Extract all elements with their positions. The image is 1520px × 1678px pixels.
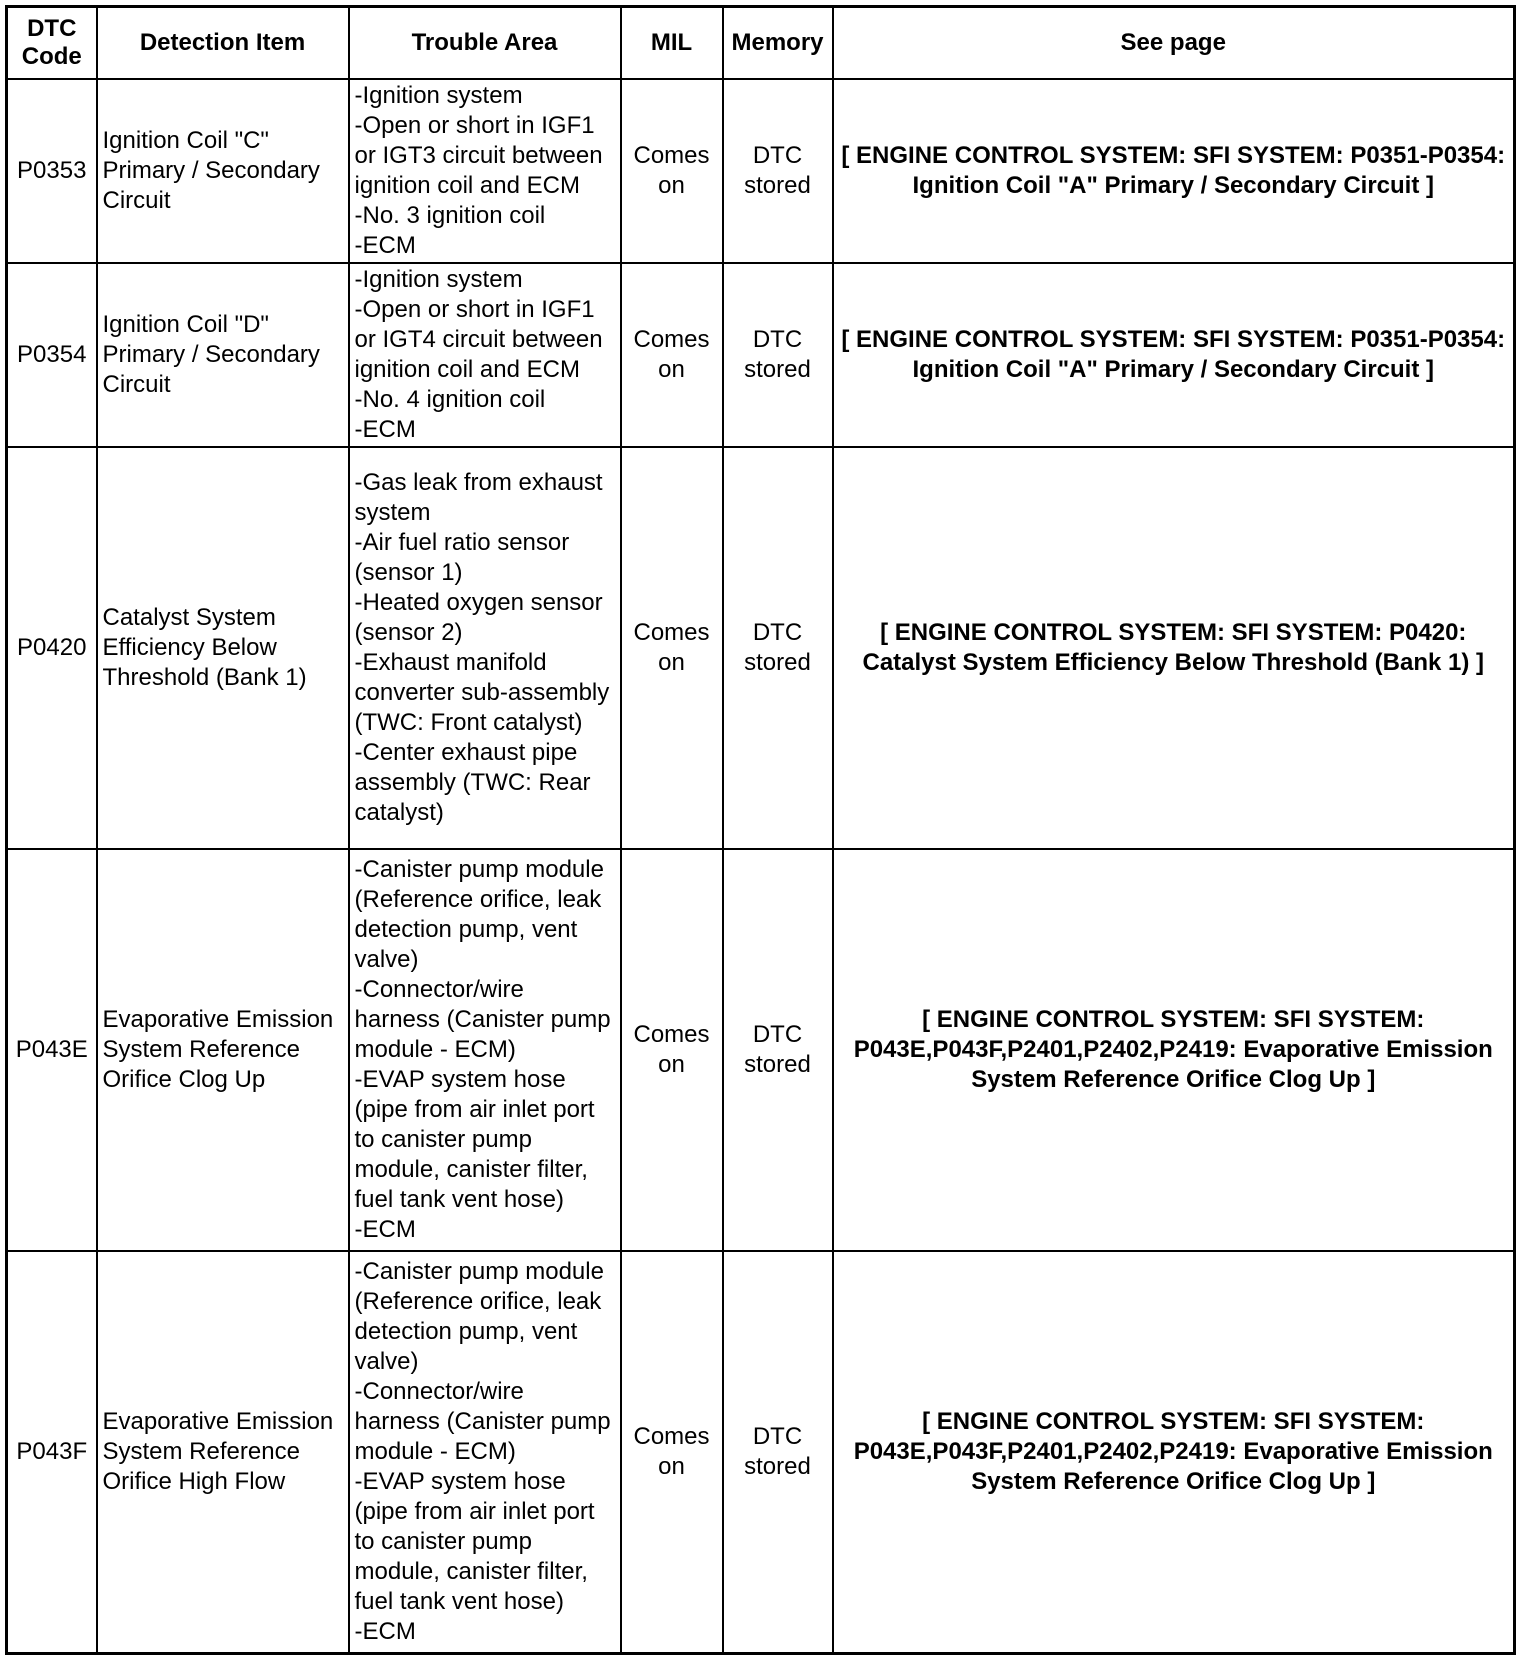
trouble-area bbox=[349, 79, 621, 263]
dtc-code: P0420 bbox=[7, 447, 97, 849]
see-page-link[interactable]: [ ENGINE CONTROL SYSTEM: SFI SYSTEM: P0351-P0354: Ignition Coil "A" Primary / Secondary Circuit ] bbox=[833, 263, 1515, 447]
detection-item: Catalyst System Efficiency Below Threshold (Bank 1) bbox=[97, 447, 349, 849]
trouble-line: -Connector/wire harness (Canister pump module - ECM) bbox=[354, 1378, 611, 1465]
header-memory: Memory bbox=[723, 7, 833, 80]
dtc-code: P0354 bbox=[7, 263, 97, 447]
trouble-line: -EVAP system hose (pipe from air inlet port to canister pump module, canister filter, fuel tank vent hose) bbox=[354, 1066, 595, 1213]
trouble-line: -Exhaust manifold converter sub-assembly (TWC: Front catalyst) bbox=[354, 649, 610, 736]
trouble-line: -EVAP system hose (pipe from air inlet port to canister pump module, canister filter, fuel tank vent hose) bbox=[354, 1468, 595, 1615]
table-row bbox=[7, 263, 1515, 447]
trouble-line: -Ignition system bbox=[354, 82, 523, 109]
trouble-line: -Ignition system bbox=[354, 266, 523, 293]
detection-item: Evaporative Emission System Reference Orifice High Flow bbox=[97, 1251, 349, 1654]
memory-status: DTC stored bbox=[723, 263, 833, 447]
see-page-link[interactable]: [ ENGINE CONTROL SYSTEM: SFI SYSTEM: P0420: Catalyst System Efficiency Below Threshold (Bank 1) ] bbox=[833, 447, 1515, 849]
memory-status: DTC stored bbox=[723, 447, 833, 849]
trouble-line: -No. 4 ignition coil bbox=[354, 386, 546, 413]
trouble-line: -Center exhaust pipe assembly (TWC: Rear catalyst) bbox=[354, 739, 591, 826]
header-trouble-area: Trouble Area bbox=[349, 7, 621, 80]
trouble-line: -Open or short in IGF1 or IGT3 circuit between ignition coil and ECM bbox=[354, 112, 603, 199]
dtc-table bbox=[5, 5, 1516, 1655]
trouble-line: -Air fuel ratio sensor (sensor 1) bbox=[354, 529, 570, 586]
trouble-line: -ECM bbox=[354, 416, 416, 443]
header-detection-item: Detection Item bbox=[97, 7, 349, 80]
dtc-code: P0353 bbox=[7, 79, 97, 263]
memory-status: DTC stored bbox=[723, 1251, 833, 1654]
trouble-line: -Open or short in IGF1 or IGT4 circuit between ignition coil and ECM bbox=[354, 296, 603, 383]
trouble-area bbox=[349, 1251, 621, 1654]
trouble-line: -ECM bbox=[354, 1618, 416, 1645]
trouble-area bbox=[349, 263, 621, 447]
detection-item: Evaporative Emission System Reference Orifice Clog Up bbox=[97, 849, 349, 1251]
trouble-area bbox=[349, 849, 621, 1251]
trouble-line: -No. 3 ignition coil bbox=[354, 202, 546, 229]
detection-item: Ignition Coil "C" Primary / Secondary Circuit bbox=[97, 79, 349, 263]
table-row bbox=[7, 1251, 1515, 1654]
trouble-line: -Connector/wire harness (Canister pump module - ECM) bbox=[354, 976, 611, 1063]
trouble-line: -Heated oxygen sensor (sensor 2) bbox=[354, 589, 603, 646]
detection-item: Ignition Coil "D" Primary / Secondary Circuit bbox=[97, 263, 349, 447]
see-page-link[interactable]: [ ENGINE CONTROL SYSTEM: SFI SYSTEM: P0351-P0354: Ignition Coil "A" Primary / Secondary Circuit ] bbox=[833, 79, 1515, 263]
header-dtc-code: DTC Code bbox=[7, 7, 97, 80]
trouble-line: -ECM bbox=[354, 1216, 416, 1243]
mil-status: Comes on bbox=[621, 1251, 723, 1654]
see-page-link[interactable]: [ ENGINE CONTROL SYSTEM: SFI SYSTEM: P043E,P043F,P2401,P2402,P2419: Evaporative Emission System Reference Orifice Clog Up ] bbox=[833, 849, 1515, 1251]
mil-status: Comes on bbox=[621, 79, 723, 263]
table-row bbox=[7, 79, 1515, 263]
table-row bbox=[7, 849, 1515, 1251]
mil-status: Comes on bbox=[621, 263, 723, 447]
trouble-line: -Canister pump module (Reference orifice, leak detection pump, vent valve) bbox=[354, 856, 604, 973]
mil-status: Comes on bbox=[621, 849, 723, 1251]
header-mil: MIL bbox=[621, 7, 723, 80]
mil-status: Comes on bbox=[621, 447, 723, 849]
trouble-line: -ECM bbox=[354, 232, 416, 259]
header-see-page: See page bbox=[833, 7, 1515, 80]
dtc-code: P043F bbox=[7, 1251, 97, 1654]
trouble-line: -Gas leak from exhaust system bbox=[354, 469, 603, 526]
dtc-code: P043E bbox=[7, 849, 97, 1251]
memory-status: DTC stored bbox=[723, 79, 833, 263]
trouble-line: -Canister pump module (Reference orifice, leak detection pump, vent valve) bbox=[354, 1258, 604, 1375]
memory-status: DTC stored bbox=[723, 849, 833, 1251]
trouble-area bbox=[349, 447, 621, 849]
header-row bbox=[7, 7, 1515, 80]
table-row bbox=[7, 447, 1515, 849]
see-page-link[interactable]: [ ENGINE CONTROL SYSTEM: SFI SYSTEM: P043E,P043F,P2401,P2402,P2419: Evaporative Emission System Reference Orifice Clog Up ] bbox=[833, 1251, 1515, 1654]
